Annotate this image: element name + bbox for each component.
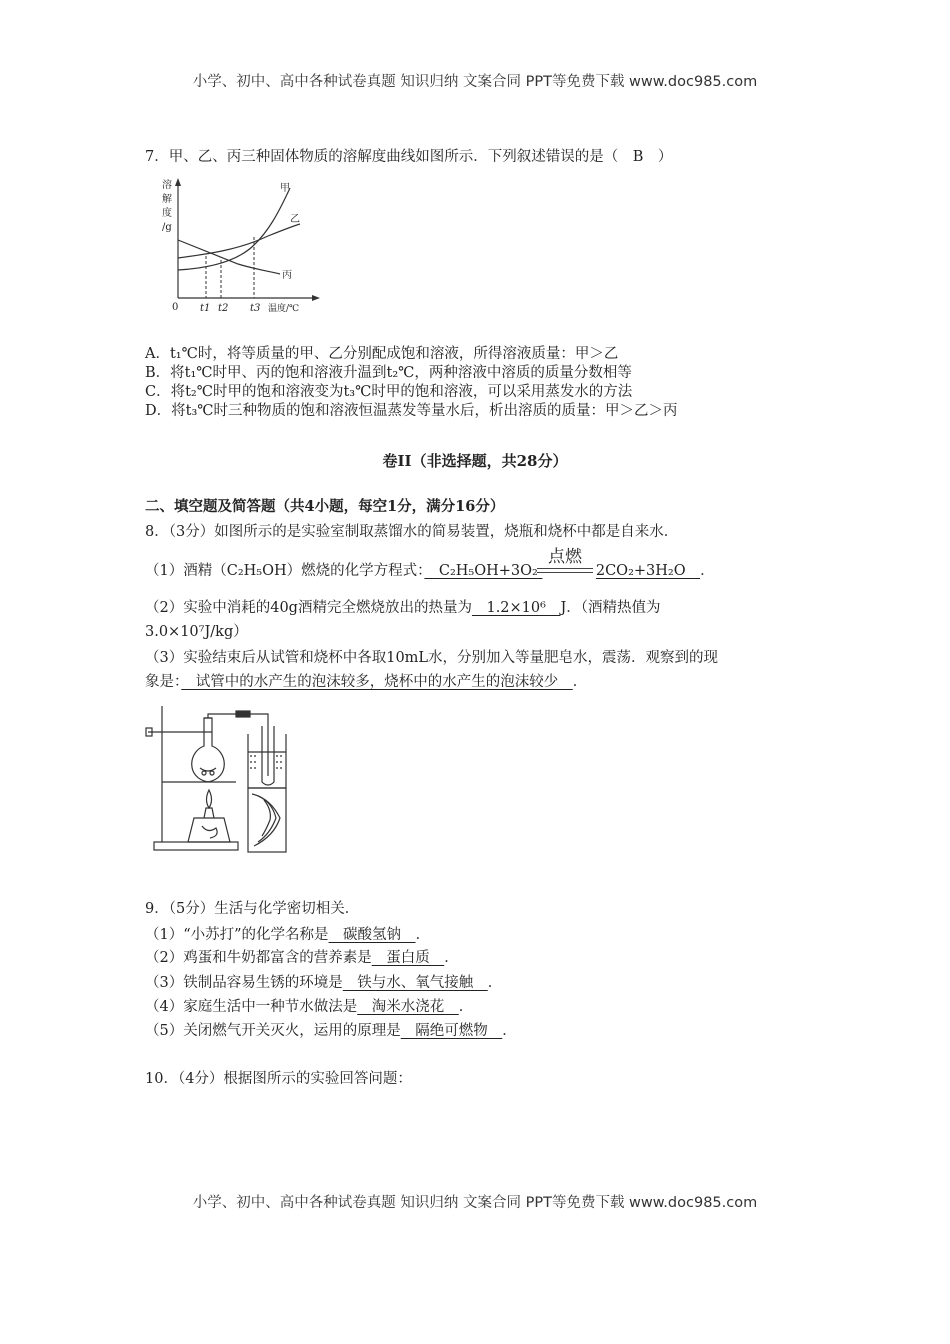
boiling-chip-2 bbox=[210, 771, 214, 775]
label-t3: t3 bbox=[250, 303, 261, 314]
q9-item-4 bbox=[145, 997, 473, 1017]
q9-3-answer: 铁与水、氧气接触 bbox=[342, 975, 488, 991]
boiling-chip-1 bbox=[202, 771, 206, 775]
label-t2: t2 bbox=[218, 303, 229, 314]
q9-3-suffix: ． bbox=[487, 975, 503, 991]
q9-stem: 9．（5分）生活与化学密切相关． bbox=[145, 901, 360, 917]
page-header: 小学、初中、高中各种试卷真题 知识归纳 文案合同 PPT等免费下载 www.doc985.com bbox=[192, 74, 758, 90]
q8-p1-reactants: C₂H₅OH+3O₂ bbox=[424, 563, 538, 579]
q7-option-b: B．将t₁℃时甲、丙的饱和溶液升温到t₂℃，两种溶液中溶质的质量分数相等 bbox=[145, 365, 632, 381]
q9-5-answer: 隔绝可燃物 bbox=[400, 1023, 503, 1039]
q8-p1-suffix: ． bbox=[700, 563, 715, 579]
part-2-heading: 二、填空题及简答题（共4小题，每空1分，满分16分） bbox=[145, 498, 505, 515]
q8-p3-suffix: ． bbox=[572, 674, 588, 690]
delivery-tube bbox=[208, 714, 268, 776]
q8-p2-prefix: （2）实验中消耗的40g酒精完全燃烧放出的热量为 bbox=[145, 600, 472, 616]
label-jia: 甲 bbox=[280, 183, 290, 194]
y-label-1: 溶 bbox=[162, 180, 172, 191]
stand-base bbox=[154, 842, 238, 850]
q9-item-5 bbox=[145, 1021, 517, 1041]
lamp-flame bbox=[207, 790, 212, 808]
q8-p1-products: 2CO₂+3H₂O bbox=[595, 563, 701, 579]
q9-5-prefix: （5）关闭燃气开关灭火，运用的原理是 bbox=[145, 1023, 401, 1039]
label-xaxis: 温度/℃ bbox=[268, 304, 300, 314]
q8-p2-answer: 1.2×10⁶ bbox=[471, 600, 561, 616]
q8-p2-suffix: J．（酒精热值为 bbox=[560, 600, 661, 616]
lamp-neck bbox=[204, 808, 214, 818]
q7-option-d: D．将t₃℃时三种物质的饱和溶液恒温蒸发等量水后，析出溶质的质量：甲＞乙＞丙 bbox=[145, 403, 678, 419]
q9-5-suffix: ． bbox=[502, 1023, 517, 1039]
q7-option-a: A．t₁℃时，将等质量的甲、乙分别配成饱和溶液，所得溶液质量：甲＞乙 bbox=[145, 346, 619, 362]
label-t1: t1 bbox=[200, 303, 211, 314]
round-flask bbox=[192, 718, 225, 782]
label-origin: 0 bbox=[172, 302, 179, 313]
q8-part1 bbox=[145, 561, 715, 581]
q7-option-c: C．将t₂℃时甲的饱和溶液变为t₃℃时甲的饱和溶液，可以采用蒸发水的方法 bbox=[145, 384, 633, 400]
label-bing: 丙 bbox=[282, 270, 292, 281]
q9-4-answer: 淘米水浇花 bbox=[357, 999, 459, 1015]
x-axis-arrow bbox=[312, 295, 320, 301]
solubility-curve-graph bbox=[162, 174, 328, 320]
q8-stem: 8．（3分）如图所示的是实验室制取蒸馏水的简易装置，烧瓶和烧杯中都是自来水． bbox=[145, 524, 679, 540]
q10-stem: 10．（4分）根据图所示的实验回答问题： bbox=[145, 1071, 412, 1087]
rubber-connector bbox=[236, 711, 250, 717]
equation-bar-top bbox=[537, 568, 593, 569]
label-yi: 乙 bbox=[290, 214, 300, 225]
y-label-3: 度 bbox=[162, 208, 172, 219]
wooden-block bbox=[248, 788, 286, 852]
y-label-4: /g bbox=[162, 222, 172, 233]
q9-2-suffix: ． bbox=[444, 950, 459, 966]
curve-jia bbox=[178, 188, 290, 270]
q8-part3 bbox=[145, 672, 587, 692]
curve-yi bbox=[178, 224, 300, 258]
q7-stem: 7．甲、乙、丙三种固体物质的溶解度曲线如图所示．下列叙述错误的是（ B ） bbox=[145, 149, 673, 165]
q9-2-prefix: （2）鸡蛋和牛奶都富含的营养素是 bbox=[145, 950, 372, 966]
section-2-title: 卷II（非选择题，共28分） bbox=[382, 452, 568, 470]
q8-p2-line2: 3.0×10⁷J/kg） bbox=[145, 624, 248, 640]
distillation-apparatus-figure bbox=[150, 706, 290, 856]
reaction-condition: 点燃 bbox=[548, 547, 582, 567]
q8-p3-answer: 试管中的水产生的泡沫较多，烧杯中的水产生的泡沫较少 bbox=[181, 674, 573, 690]
q9-2-answer: 蛋白质 bbox=[371, 950, 445, 966]
q8-p1-prefix: （1）酒精（C₂H₅OH）燃烧的化学方程式： bbox=[145, 563, 425, 579]
q8-part2 bbox=[145, 598, 661, 618]
flask-water bbox=[200, 768, 216, 771]
q9-1-answer: 碳酸氢钠 bbox=[328, 927, 416, 943]
page-footer: 小学、初中、高中各种试卷真题 知识归纳 文案合同 PPT等免费下载 www.doc985.com bbox=[192, 1195, 758, 1211]
q9-item-1 bbox=[145, 925, 430, 945]
y-axis-arrow bbox=[175, 178, 181, 186]
lamp-wick bbox=[202, 826, 217, 838]
q9-item-2 bbox=[145, 948, 459, 968]
q8-p3-line1: （3）实验结束后从试管和烧杯中各取10mL水，分别加入等量肥皂水，震荡．观察到的现 bbox=[145, 650, 719, 666]
q9-4-prefix: （4）家庭生活中一种节水做法是 bbox=[145, 999, 358, 1015]
q9-3-prefix: （3）铁制品容易生锈的环境是 bbox=[145, 975, 343, 991]
wood-grain-2 bbox=[258, 796, 276, 842]
equation-bar-bottom bbox=[537, 572, 593, 573]
beaker bbox=[248, 734, 286, 788]
q8-p3-prefix: 象是： bbox=[145, 674, 182, 690]
q9-4-suffix: ． bbox=[458, 999, 474, 1015]
q9-1-prefix: （1）“小苏打”的化学名称是 bbox=[145, 927, 329, 943]
q9-item-3 bbox=[145, 973, 502, 993]
y-label-2: 解 bbox=[162, 194, 172, 205]
q9-1-suffix: ． bbox=[415, 927, 431, 943]
